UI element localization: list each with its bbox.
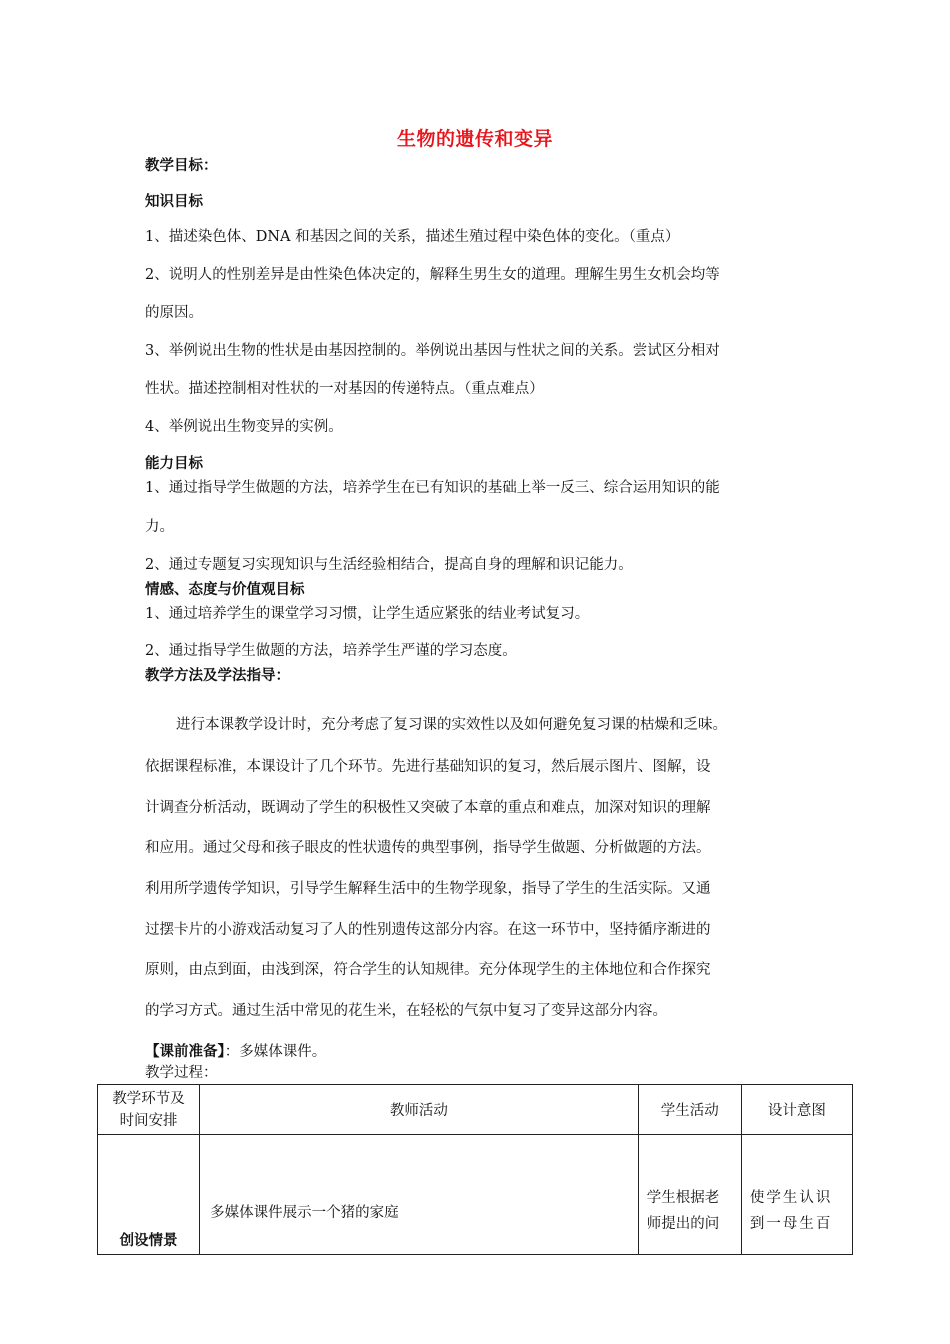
row-stage: [98, 1135, 200, 1255]
method-line-5: 利用所学遗传学知识，引导学生解释生活中的生物学现象，指导了学生的生活实际。又通: [145, 881, 711, 897]
row-student-line-1: 学生根据老: [646, 1189, 720, 1206]
row-intent-line-1: 使学生认识: [749, 1189, 833, 1206]
table-header-row: [98, 1085, 853, 1135]
document-title: 生物的遗传和变异: [396, 128, 553, 150]
row-student: [638, 1135, 741, 1255]
teaching-goals-heading: 教学目标：: [145, 158, 218, 174]
method-line-1: 进行本课教学设计时，充分考虑了复习课的实效性以及如何避免复习课的枯燥和乏味。: [176, 717, 727, 733]
header-stage-line-1: 教学环节及: [112, 1090, 185, 1107]
teaching-process-table: [97, 1084, 853, 1255]
header-student: 学生活动: [638, 1085, 741, 1135]
row-intent: [741, 1135, 852, 1255]
ability-line-1: 1、通过指导学生做题的方法，培养学生在已有知识的基础上举一反三、综合运用知识的能: [145, 480, 720, 496]
knowledge-line-1: 1、描述染色体、DNA 和基因之间的关系，描述生殖过程中染色体的变化。（重点）: [145, 229, 680, 245]
table-row: [98, 1135, 853, 1255]
header-teacher: 教师活动: [200, 1085, 639, 1135]
class-prep-label: 【课前准备】: [145, 1044, 225, 1060]
ability-line-2: 力。: [145, 519, 174, 535]
method-line-7: 原则，由点到面，由浅到深，符合学生的认知规律。充分体现学生的主体地位和合作探究: [145, 962, 711, 978]
emotion-line-1: 1、通过培养学生的课堂学习习惯，让学生适应紧张的结业考试复习。: [145, 606, 590, 622]
method-heading: 教学方法及学法指导：: [145, 668, 290, 684]
header-stage: [98, 1085, 200, 1135]
method-line-2: 依据课程标准，本课设计了几个环节。先进行基础知识的复习，然后展示图片、图解，设: [145, 759, 711, 775]
method-line-6: 过摆卡片的小游戏活动复习了人的性别遗传这部分内容。在这一环节中，坚持循序渐进的: [145, 922, 711, 938]
knowledge-line-3: 的原因。: [145, 305, 203, 321]
row-stage-text: 创设情景: [119, 1233, 178, 1249]
knowledge-line-6: 4、举例说出生物变异的实例。: [145, 419, 343, 435]
knowledge-line-2: 2、说明人的性别差异是由性染色体决定的，解释生男生女的道理。理解生男生女机会均等: [145, 267, 720, 283]
knowledge-line-5: 性状。描述控制相对性状的一对基因的传递特点。（重点难点）: [145, 381, 544, 397]
ability-goals-heading: 能力目标: [145, 456, 203, 472]
row-student-line-2: 师提出的问: [646, 1215, 720, 1232]
ability-line-3: 2、通过专题复习实现知识与生活经验相结合，提高自身的理解和识记能力。: [145, 557, 633, 573]
row-teacher: 多媒体课件展示一个猪的家庭: [200, 1135, 639, 1255]
method-line-8: 的学习方式。通过生活中常见的花生米，在轻松的气氛中复习了变异这部分内容。: [145, 1003, 667, 1019]
knowledge-line-4: 3、举例说出生物的性状是由基因控制的。举例说出基因与性状之间的关系。尝试区分相对: [145, 343, 720, 359]
header-intent: 设计意图: [741, 1085, 852, 1135]
method-line-4: 和应用。通过父母和孩子眼皮的性状遗传的典型事例，指导学生做题、分析做题的方法。: [145, 840, 711, 856]
class-prep-text: ：多媒体课件。: [224, 1044, 327, 1060]
emotion-line-2: 2、通过指导学生做题的方法，培养学生严谨的学习态度。: [145, 643, 517, 659]
process-label: 教学过程：: [145, 1065, 218, 1081]
row-intent-line-2: 到一母生百: [749, 1215, 833, 1232]
class-prep: [145, 1040, 326, 1061]
header-stage-line-2: 时间安排: [119, 1112, 178, 1129]
knowledge-goals-heading: 知识目标: [145, 194, 203, 210]
method-line-3: 计调查分析活动，既调动了学生的积极性又突破了本章的重点和难点，加深对知识的理解: [145, 800, 711, 816]
emotion-goals-heading: 情感、态度与价值观目标: [145, 582, 305, 598]
